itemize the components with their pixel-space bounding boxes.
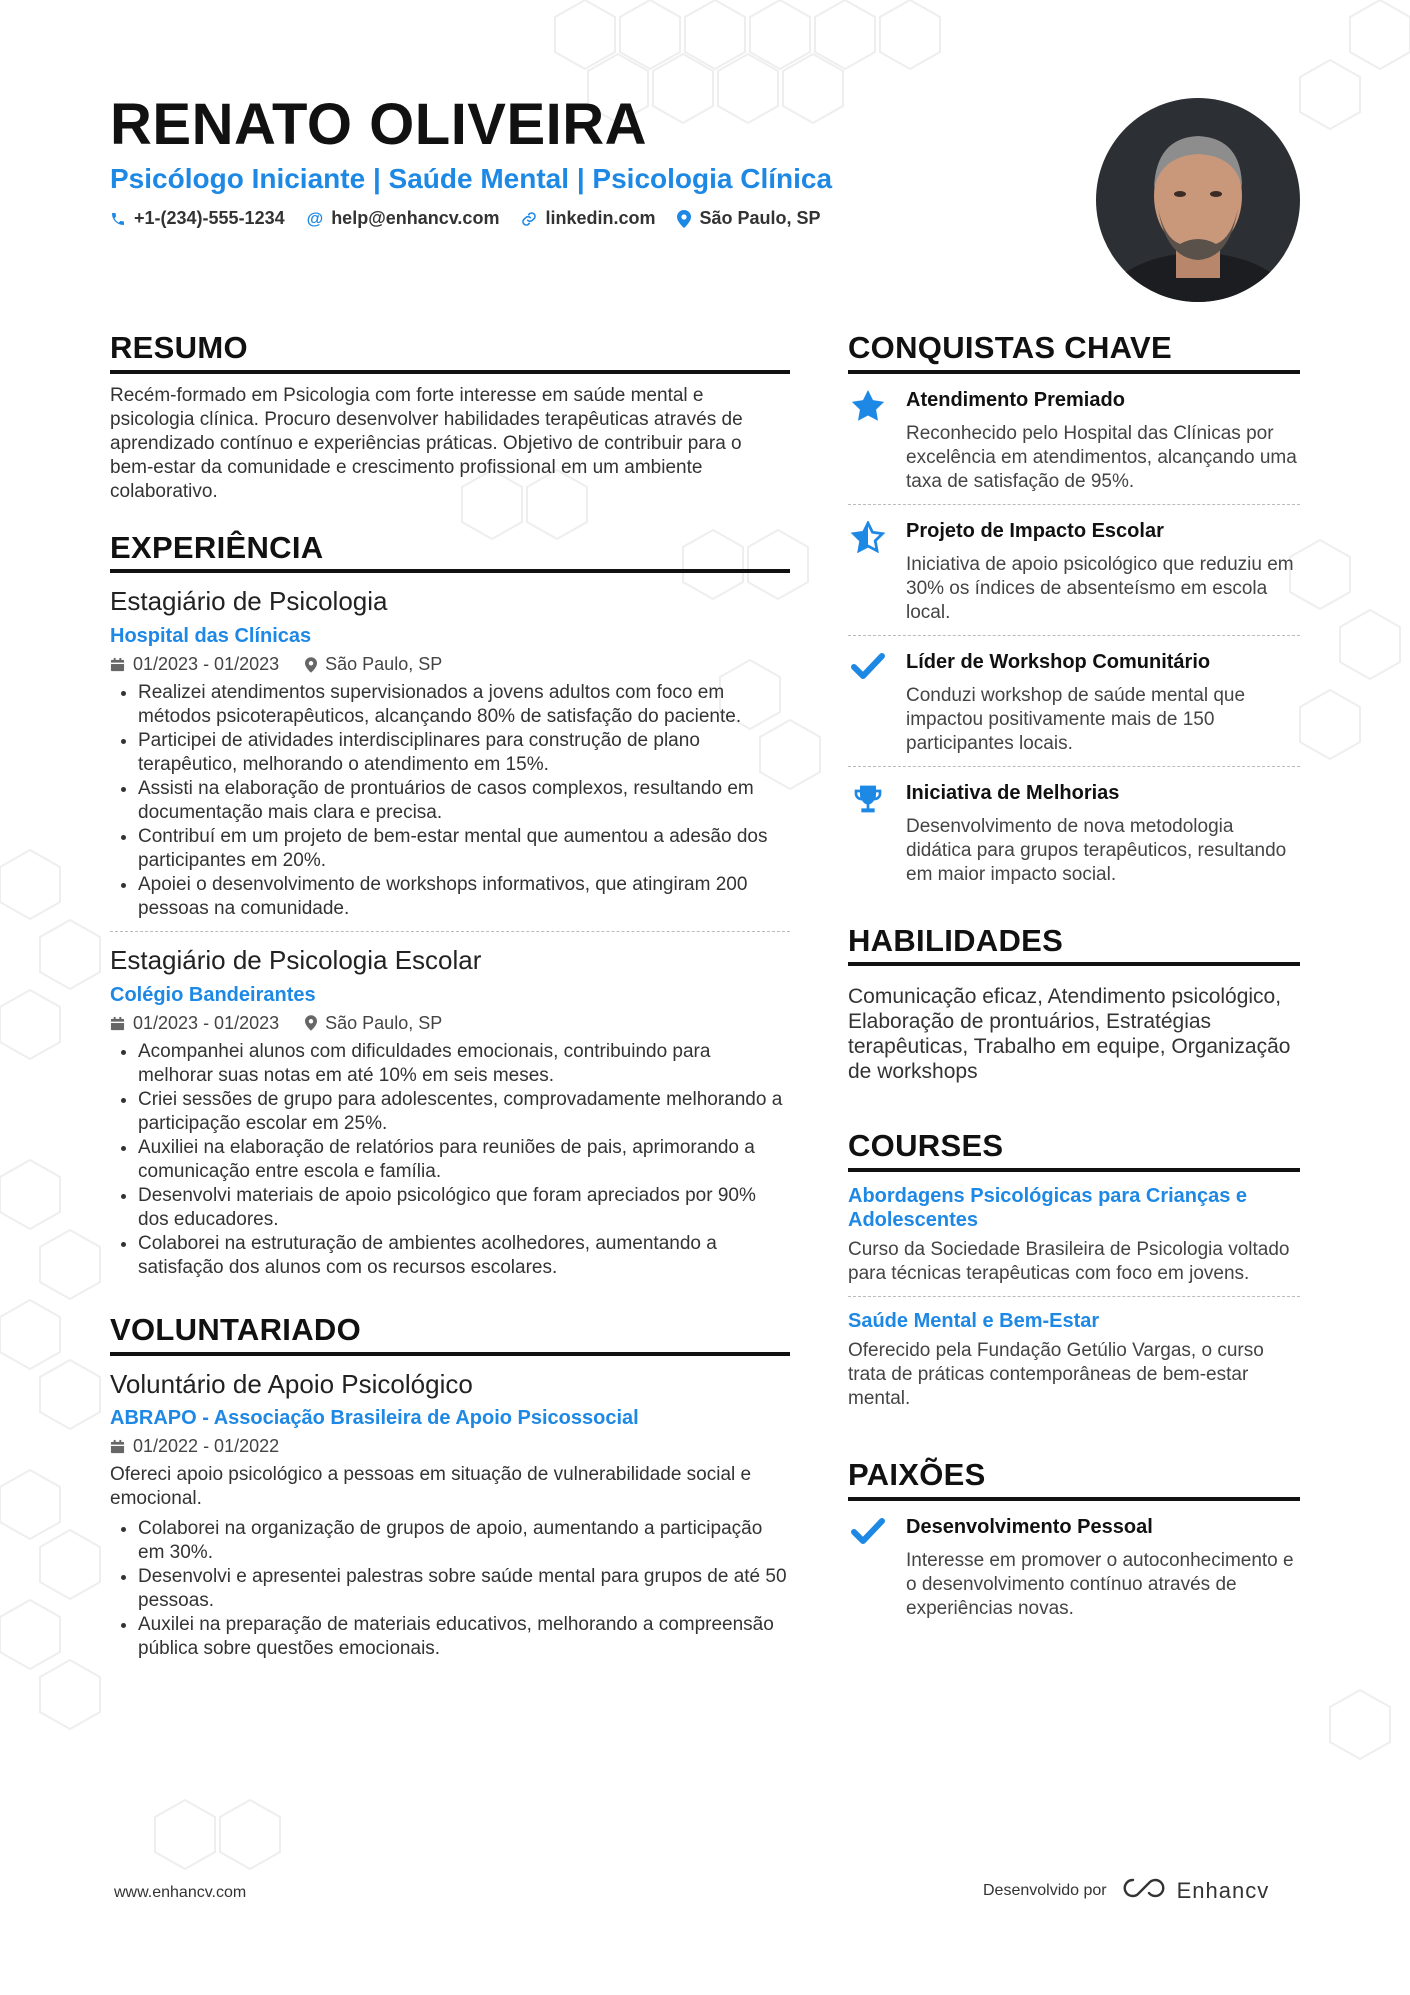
course-item (848, 1297, 1300, 1421)
calendar-icon (110, 1439, 125, 1454)
email-text: help@enhancv.com (331, 208, 500, 228)
divider (110, 931, 790, 932)
achievements-section (848, 330, 1300, 897)
enhancv-logo-icon (1119, 1876, 1165, 1905)
location-text: São Paulo, SP (699, 208, 821, 228)
calendar-icon (110, 657, 125, 672)
achievements-heading: CONQUISTAS CHAVE (848, 330, 1300, 374)
job-entry (110, 944, 790, 1280)
achievement-title: Iniciativa de Melhorias (906, 781, 1120, 804)
achievement-desc: Desenvolvimento de nova metodologia didática para grupos terapêuticos, resultando em maior impacto social. (906, 815, 1287, 885)
job-location: São Paulo, SP (325, 1012, 443, 1033)
job-bullets (110, 681, 790, 921)
footer-website[interactable]: www.enhancv.com (114, 1884, 247, 1901)
volunteer-section (110, 1312, 790, 1661)
contact-email[interactable] (307, 208, 500, 229)
skills-heading: HABILIDADES (848, 923, 1300, 967)
footer-branding (983, 1876, 1269, 1905)
volunteer-meta (110, 1436, 790, 1457)
achievement-item (848, 374, 1300, 505)
company-name[interactable]: Hospital das Clínicas (110, 625, 312, 648)
course-item (848, 1172, 1300, 1297)
bullet-item: • Acompanhei alunos com dificuldades emocionais, contribuindo para melhorar suas notas em até 10% em seis meses. (138, 1040, 790, 1088)
bullet-item: • Participei de atividades interdisciplinares para construção de plano terapêutico, melhorando o atendimento em 15%. (138, 729, 790, 777)
bullet-item: • Desenvolvi e apresentei palestras sobre saúde mental para grupos de até 50 pessoas. (138, 1565, 790, 1613)
summary-text: Recém-formado em Psicologia com forte interesse em saúde mental e psicologia clínica. Procuro desenvolver habilidades terapêuticas através de aprendizado contínuo e experiências práticas. Objetivo de contribuir para o bem-estar da comunidade e crescimento profissional em um ambiente colaborativo. (110, 384, 743, 502)
check-icon (848, 1515, 888, 1621)
right-column (848, 330, 1300, 1657)
job-entry (110, 585, 790, 921)
volunteer-dates: 01/2022 - 01/2022 (133, 1436, 280, 1457)
powered-by-text: Desenvolvido por (983, 1881, 1107, 1899)
courses-heading: COURSES (848, 1128, 1300, 1172)
left-column (110, 330, 790, 1687)
achievement-desc: Iniciativa de apoio psicológico que reduziu em 30% os índices de absenteísmo em escola local. (906, 553, 1294, 623)
linkedin-text: linkedin.com (545, 208, 656, 228)
volunteer-org[interactable]: ABRAPO - Associação Brasileira de Apoio Psicossocial (110, 1407, 639, 1430)
job-meta (110, 1013, 790, 1034)
headline: Psicólogo Iniciante | Saúde Mental | Psicologia Clínica (110, 163, 833, 194)
phone-text: +1-(234)-555-1234 (134, 208, 285, 228)
achievement-desc: Reconhecido pelo Hospital das Clínicas por excelência em atendimentos, alcançando uma taxa de satisfação de 95%. (906, 422, 1297, 492)
brand-name[interactable]: Enhancv (1176, 1877, 1270, 1903)
company-name[interactable]: Colégio Bandeirantes (110, 983, 316, 1006)
job-dates: 01/2023 - 01/2023 (133, 654, 280, 675)
bullet-item: • Realizei atendimentos supervisionados a jovens adultos com foco em métodos psicoterapêuticos, alcançando 80% de satisfação do paciente. (138, 681, 790, 729)
achievement-item (848, 636, 1300, 767)
passion-title: Desenvolvimento Pessoal (906, 1515, 1153, 1538)
location-icon (305, 657, 317, 673)
bullet-item: • Auxilei na preparação de materiais educativos, melhorando a compreensão pública sobre questões emocionais. (138, 1613, 790, 1661)
job-dates: 01/2023 - 01/2023 (133, 1012, 280, 1033)
bullet-item: • Apoiei o desenvolvimento de workshops informativos, que atingiram 200 pessoas na comunidade. (138, 873, 790, 921)
contact-linkedin[interactable] (521, 208, 655, 229)
bullet-item: • Assisti na elaboração de prontuários de casos complexos, resultando em documentação mais clara e precisa. (138, 777, 790, 825)
passion-desc: Interesse em promover o autoconhecimento e o desenvolvimento contínuo através de experiências novas. (906, 1549, 1294, 1619)
experience-section (110, 530, 790, 1280)
contact-phone[interactable] (110, 208, 285, 229)
job-location: São Paulo, SP (325, 654, 443, 675)
courses-section (848, 1128, 1300, 1421)
at-icon: @ (306, 208, 324, 228)
passions-heading: PAIXÕES (848, 1457, 1300, 1501)
course-title[interactable]: Abordagens Psicológicas para Crianças e Adolescentes (848, 1184, 1248, 1231)
trophy-icon (848, 781, 888, 887)
star-icon (848, 388, 888, 494)
contact-location (677, 208, 820, 229)
contact-bar (110, 208, 821, 229)
passions-section (848, 1457, 1300, 1631)
volunteer-intro: Ofereci apoio psicológico a pessoas em situação de vulnerabilidade social e emocional. (110, 1464, 752, 1510)
skills-text: Comunicação eficaz, Atendimento psicológico, Elaboração de prontuários, Estratégias terapêuticas, Trabalho em equipe, Organização de workshops (848, 985, 1291, 1084)
bullet-item: • Colaborei na estruturação de ambientes acolhedores, aumentando a satisfação dos alunos com os recursos escolares. (138, 1232, 790, 1280)
candidate-name: RENATO OLIVEIRA (110, 92, 648, 157)
bullet-item: • Colaborei na organização de grupos de apoio, aumentando a participação em 30%. (138, 1517, 790, 1565)
achievement-title: Líder de Workshop Comunitário (906, 650, 1211, 673)
achievement-title: Atendimento Premiado (906, 388, 1125, 411)
summary-section (110, 330, 790, 504)
bullet-item: • Auxiliei na elaboração de relatórios para reuniões de pais, aprimorando a comunicação entre escola e família. (138, 1136, 790, 1184)
course-desc: Curso da Sociedade Brasileira de Psicologia voltado para técnicas terapêuticas com foco em jovens. (848, 1238, 1290, 1284)
bullet-item: • Contribuí em um projeto de bem-estar mental que aumentou a adesão dos participantes em 20%. (138, 825, 790, 873)
star-outline-icon (848, 519, 888, 625)
volunteer-title: Voluntário de Apoio Psicológico (110, 1368, 473, 1399)
location-icon (677, 210, 691, 228)
link-icon (521, 211, 537, 227)
job-title: Estagiário de Psicologia (110, 586, 388, 617)
experience-heading: EXPERIÊNCIA (110, 530, 790, 574)
check-icon (848, 650, 888, 756)
volunteer-heading: VOLUNTARIADO (110, 1312, 790, 1356)
summary-heading: RESUMO (110, 330, 790, 374)
job-bullets (110, 1040, 790, 1280)
achievement-item (848, 767, 1300, 897)
course-desc: Oferecido pela Fundação Getúlio Vargas, o curso trata de práticas contemporâneas de bem-estar mental. (848, 1339, 1264, 1409)
bullet-item: • Desenvolvi materiais de apoio psicológico que foram apreciados por 90% dos educadores. (138, 1184, 790, 1232)
phone-icon (110, 211, 126, 227)
profile-photo (1096, 98, 1300, 302)
passion-item (848, 1501, 1300, 1631)
bullet-item: • Criei sessões de grupo para adolescentes, comprovadamente melhorando a participação escolar em 25%. (138, 1088, 790, 1136)
achievement-item (848, 505, 1300, 636)
volunteer-bullets (110, 1517, 790, 1661)
job-title: Estagiário de Psicologia Escolar (110, 945, 482, 976)
calendar-icon (110, 1016, 125, 1031)
course-title[interactable]: Saúde Mental e Bem-Estar (848, 1309, 1100, 1332)
skills-section (848, 923, 1300, 1085)
achievement-title: Projeto de Impacto Escolar (906, 519, 1164, 542)
achievement-desc: Conduzi workshop de saúde mental que impactou positivamente mais de 150 participantes locais. (906, 684, 1246, 754)
job-meta (110, 654, 790, 675)
location-icon (305, 1015, 317, 1031)
